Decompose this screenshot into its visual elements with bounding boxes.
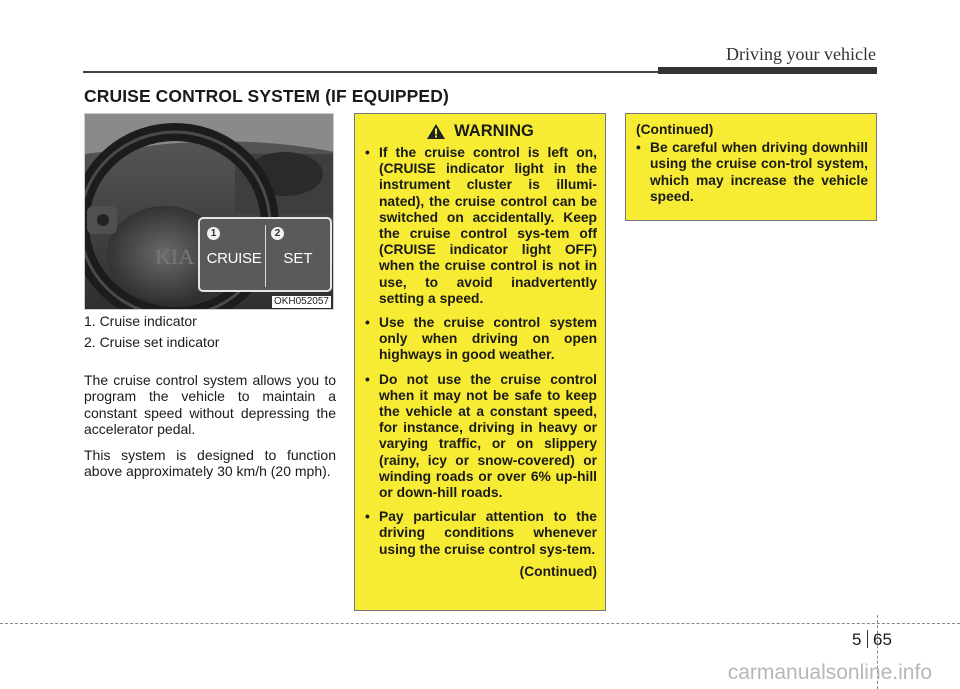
warning-item-text: Use the cruise control system only when driving on open highways in good weather. xyxy=(379,315,597,363)
set-indicator-number: 2 xyxy=(271,227,284,240)
warning-item xyxy=(365,145,597,307)
dashboard-figure xyxy=(84,113,334,310)
svg-text:KIA: KIA xyxy=(155,244,195,269)
header-bar xyxy=(658,67,877,74)
set-indicator-label: SET xyxy=(283,250,313,267)
body-paragraph: This system is designed to function above approximately 30 km/h (20 mph). xyxy=(84,447,336,480)
warning-box xyxy=(354,113,606,611)
warning-item-text: Pay particular attention to the driving conditions whenever using the cruise control sys-tem. xyxy=(379,509,597,557)
warning-item xyxy=(636,140,868,205)
page-number-separator xyxy=(867,630,868,648)
cruise-indicator-number: 1 xyxy=(207,227,220,240)
body-paragraph: The cruise control system allows you to program the vehicle to maintain a constant speed without depressing the accelerator pedal. xyxy=(84,372,336,437)
warning-item xyxy=(365,372,597,502)
header-rule xyxy=(83,71,658,73)
bullet-icon: • xyxy=(365,315,370,331)
warning-item xyxy=(365,509,597,558)
body-text xyxy=(84,372,336,490)
bullet-icon: • xyxy=(365,145,370,160)
warning-item-text: Be careful when driving downhill using the cruise con-trol system, which may increase the vehicle speed. xyxy=(650,140,868,204)
warning-list xyxy=(355,145,605,558)
indicator-callout xyxy=(198,217,332,292)
chapter-number: 5 xyxy=(852,630,862,649)
continued-label: (Continued) xyxy=(519,563,597,579)
continued-heading: (Continued) xyxy=(636,122,714,137)
warning-heading-text: WARNING xyxy=(454,122,534,141)
footer-rule xyxy=(0,623,960,624)
bullet-icon: • xyxy=(636,140,641,156)
caption-item: 2. Cruise set indicator xyxy=(84,334,220,350)
warning-item-text: Do not use the cruise control when it may not be safe to keep the vehicle at a constant speed, for instance, driving in heavy or varying traffic, or on slippery (rainy, icy or snow-covered) or winding roads or over 6% up-hill or down-hill roads. xyxy=(379,371,597,501)
warning-triangle-icon xyxy=(426,123,446,140)
continued-warning-list xyxy=(636,140,868,205)
bullet-icon: • xyxy=(365,371,370,387)
warning-item-text: If the cruise control is left on, (CRUISE indicator light in the instrument cluster is illumi-nated), the cruise control can be switched on accidentally. Keep the cruise control sys-tem off (CRUISE indicator light OFF) when the cruise control is not in use, to avoid inadvertently setting a speed. xyxy=(379,145,597,306)
page-number: 65 xyxy=(873,630,892,649)
section-title: CRUISE CONTROL SYSTEM (IF EQUIPPED) xyxy=(84,86,449,106)
figure-captions xyxy=(84,313,336,355)
watermark: carmanualsonline.info xyxy=(727,661,932,684)
warning-heading xyxy=(355,123,605,140)
running-header: Driving your vehicle xyxy=(726,44,876,64)
continued-warning-box xyxy=(625,113,877,221)
figure-code: OKH052057 xyxy=(273,296,329,307)
cruise-indicator-label: CRUISE xyxy=(206,250,262,267)
caption-item: 1. Cruise indicator xyxy=(84,313,197,329)
bullet-icon: • xyxy=(365,509,370,525)
warning-item xyxy=(365,315,597,364)
